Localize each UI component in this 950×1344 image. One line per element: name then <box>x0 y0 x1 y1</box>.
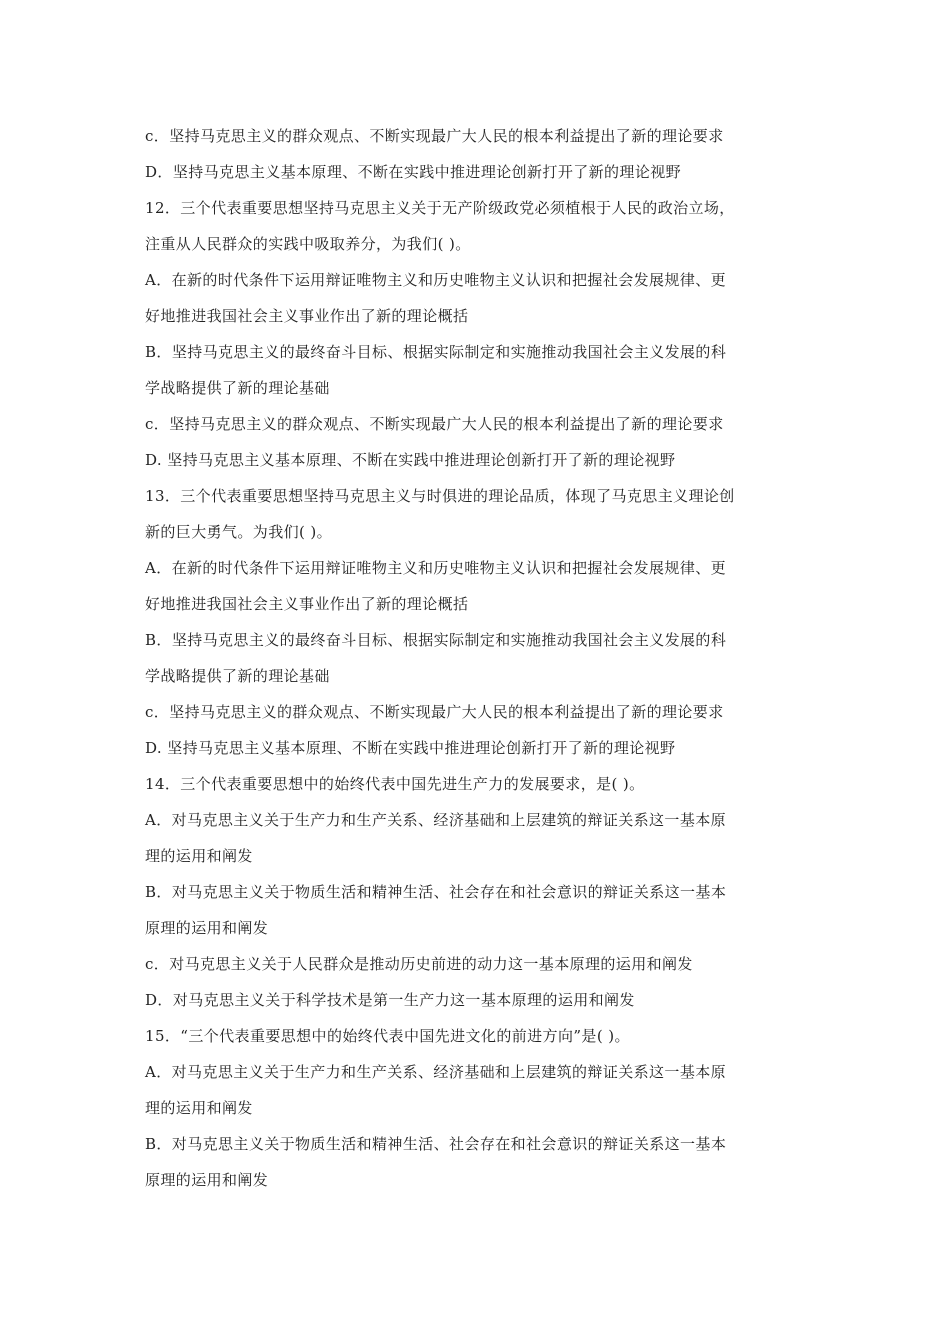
option-d: D．对马克思主义关于科学技术是第一生产力这一基本原理的运用和阐发 <box>145 991 635 1009</box>
option-d: D. 坚持马克思主义基本原理、不断在实践中推进理论创新打开了新的理论视野 <box>145 451 676 469</box>
text-line: 理的运用和阐发 <box>145 847 253 865</box>
text-line: 原理的运用和阐发 <box>145 919 269 937</box>
text-line: 新的巨大勇气。为我们( )。 <box>145 523 333 541</box>
option-b: B．对马克思主义关于物质生活和精神生活、社会存在和社会意识的辩证关系这一基本 <box>145 883 727 901</box>
question-12-stem: 12．三个代表重要思想坚持马克思主义关于无产阶级政党必须植根于人民的政治立场， <box>145 199 735 217</box>
option-b: B．对马克思主义关于物质生活和精神生活、社会存在和社会意识的辩证关系这一基本 <box>145 1135 727 1153</box>
text-line: 好地推进我国社会主义事业作出了新的理论概括 <box>145 307 469 325</box>
option-c: c．坚持马克思主义的群众观点、不断实现最广大人民的根本利益提出了新的理论要求 <box>145 703 724 721</box>
question-15-stem: 15．“三个代表重要思想中的始终代表中国先进文化的前进方向”是( )。 <box>145 1027 630 1045</box>
text-line: 学战略提供了新的理论基础 <box>145 667 330 685</box>
text-line: 好地推进我国社会主义事业作出了新的理论概括 <box>145 595 469 613</box>
question-13-stem: 13．三个代表重要思想坚持马克思主义与时俱进的理论品质，体现了马克思主义理论创 <box>145 487 735 505</box>
option-b: B．坚持马克思主义的最终奋斗目标、根据实际制定和实施推动我国社会主义发展的科 <box>145 343 727 361</box>
option-b: B．坚持马克思主义的最终奋斗目标、根据实际制定和实施推动我国社会主义发展的科 <box>145 631 727 649</box>
document-page <box>145 118 795 1198</box>
option-a: A．对马克思主义关于生产力和生产关系、经济基础和上层建筑的辩证关系这一基本原 <box>145 1063 727 1081</box>
option-c: c．对马克思主义关于人民群众是推动历史前进的动力这一基本原理的运用和阐发 <box>145 955 693 973</box>
option-a: A．对马克思主义关于生产力和生产关系、经济基础和上层建筑的辩证关系这一基本原 <box>145 811 727 829</box>
option-d: D. 坚持马克思主义基本原理、不断在实践中推进理论创新打开了新的理论视野 <box>145 739 676 757</box>
text-line: c．坚持马克思主义的群众观点、不断实现最广大人民的根本利益提出了新的理论要求 <box>145 127 724 145</box>
text-line: 注重从人民群众的实践中吸取养分，为我们( )。 <box>145 235 471 253</box>
text-line: 学战略提供了新的理论基础 <box>145 379 330 397</box>
text-line: 理的运用和阐发 <box>145 1099 253 1117</box>
text-line: 原理的运用和阐发 <box>145 1171 269 1189</box>
text-line: D．坚持马克思主义基本原理、不断在实践中推进理论创新打开了新的理论视野 <box>145 163 682 181</box>
question-14-stem: 14．三个代表重要思想中的始终代表中国先进生产力的发展要求，是( )。 <box>145 775 645 793</box>
option-c: c．坚持马克思主义的群众观点、不断实现最广大人民的根本利益提出了新的理论要求 <box>145 415 724 433</box>
option-a: A．在新的时代条件下运用辩证唯物主义和历史唯物主义认识和把握社会发展规律、更 <box>145 271 727 289</box>
option-a: A．在新的时代条件下运用辩证唯物主义和历史唯物主义认识和把握社会发展规律、更 <box>145 559 727 577</box>
